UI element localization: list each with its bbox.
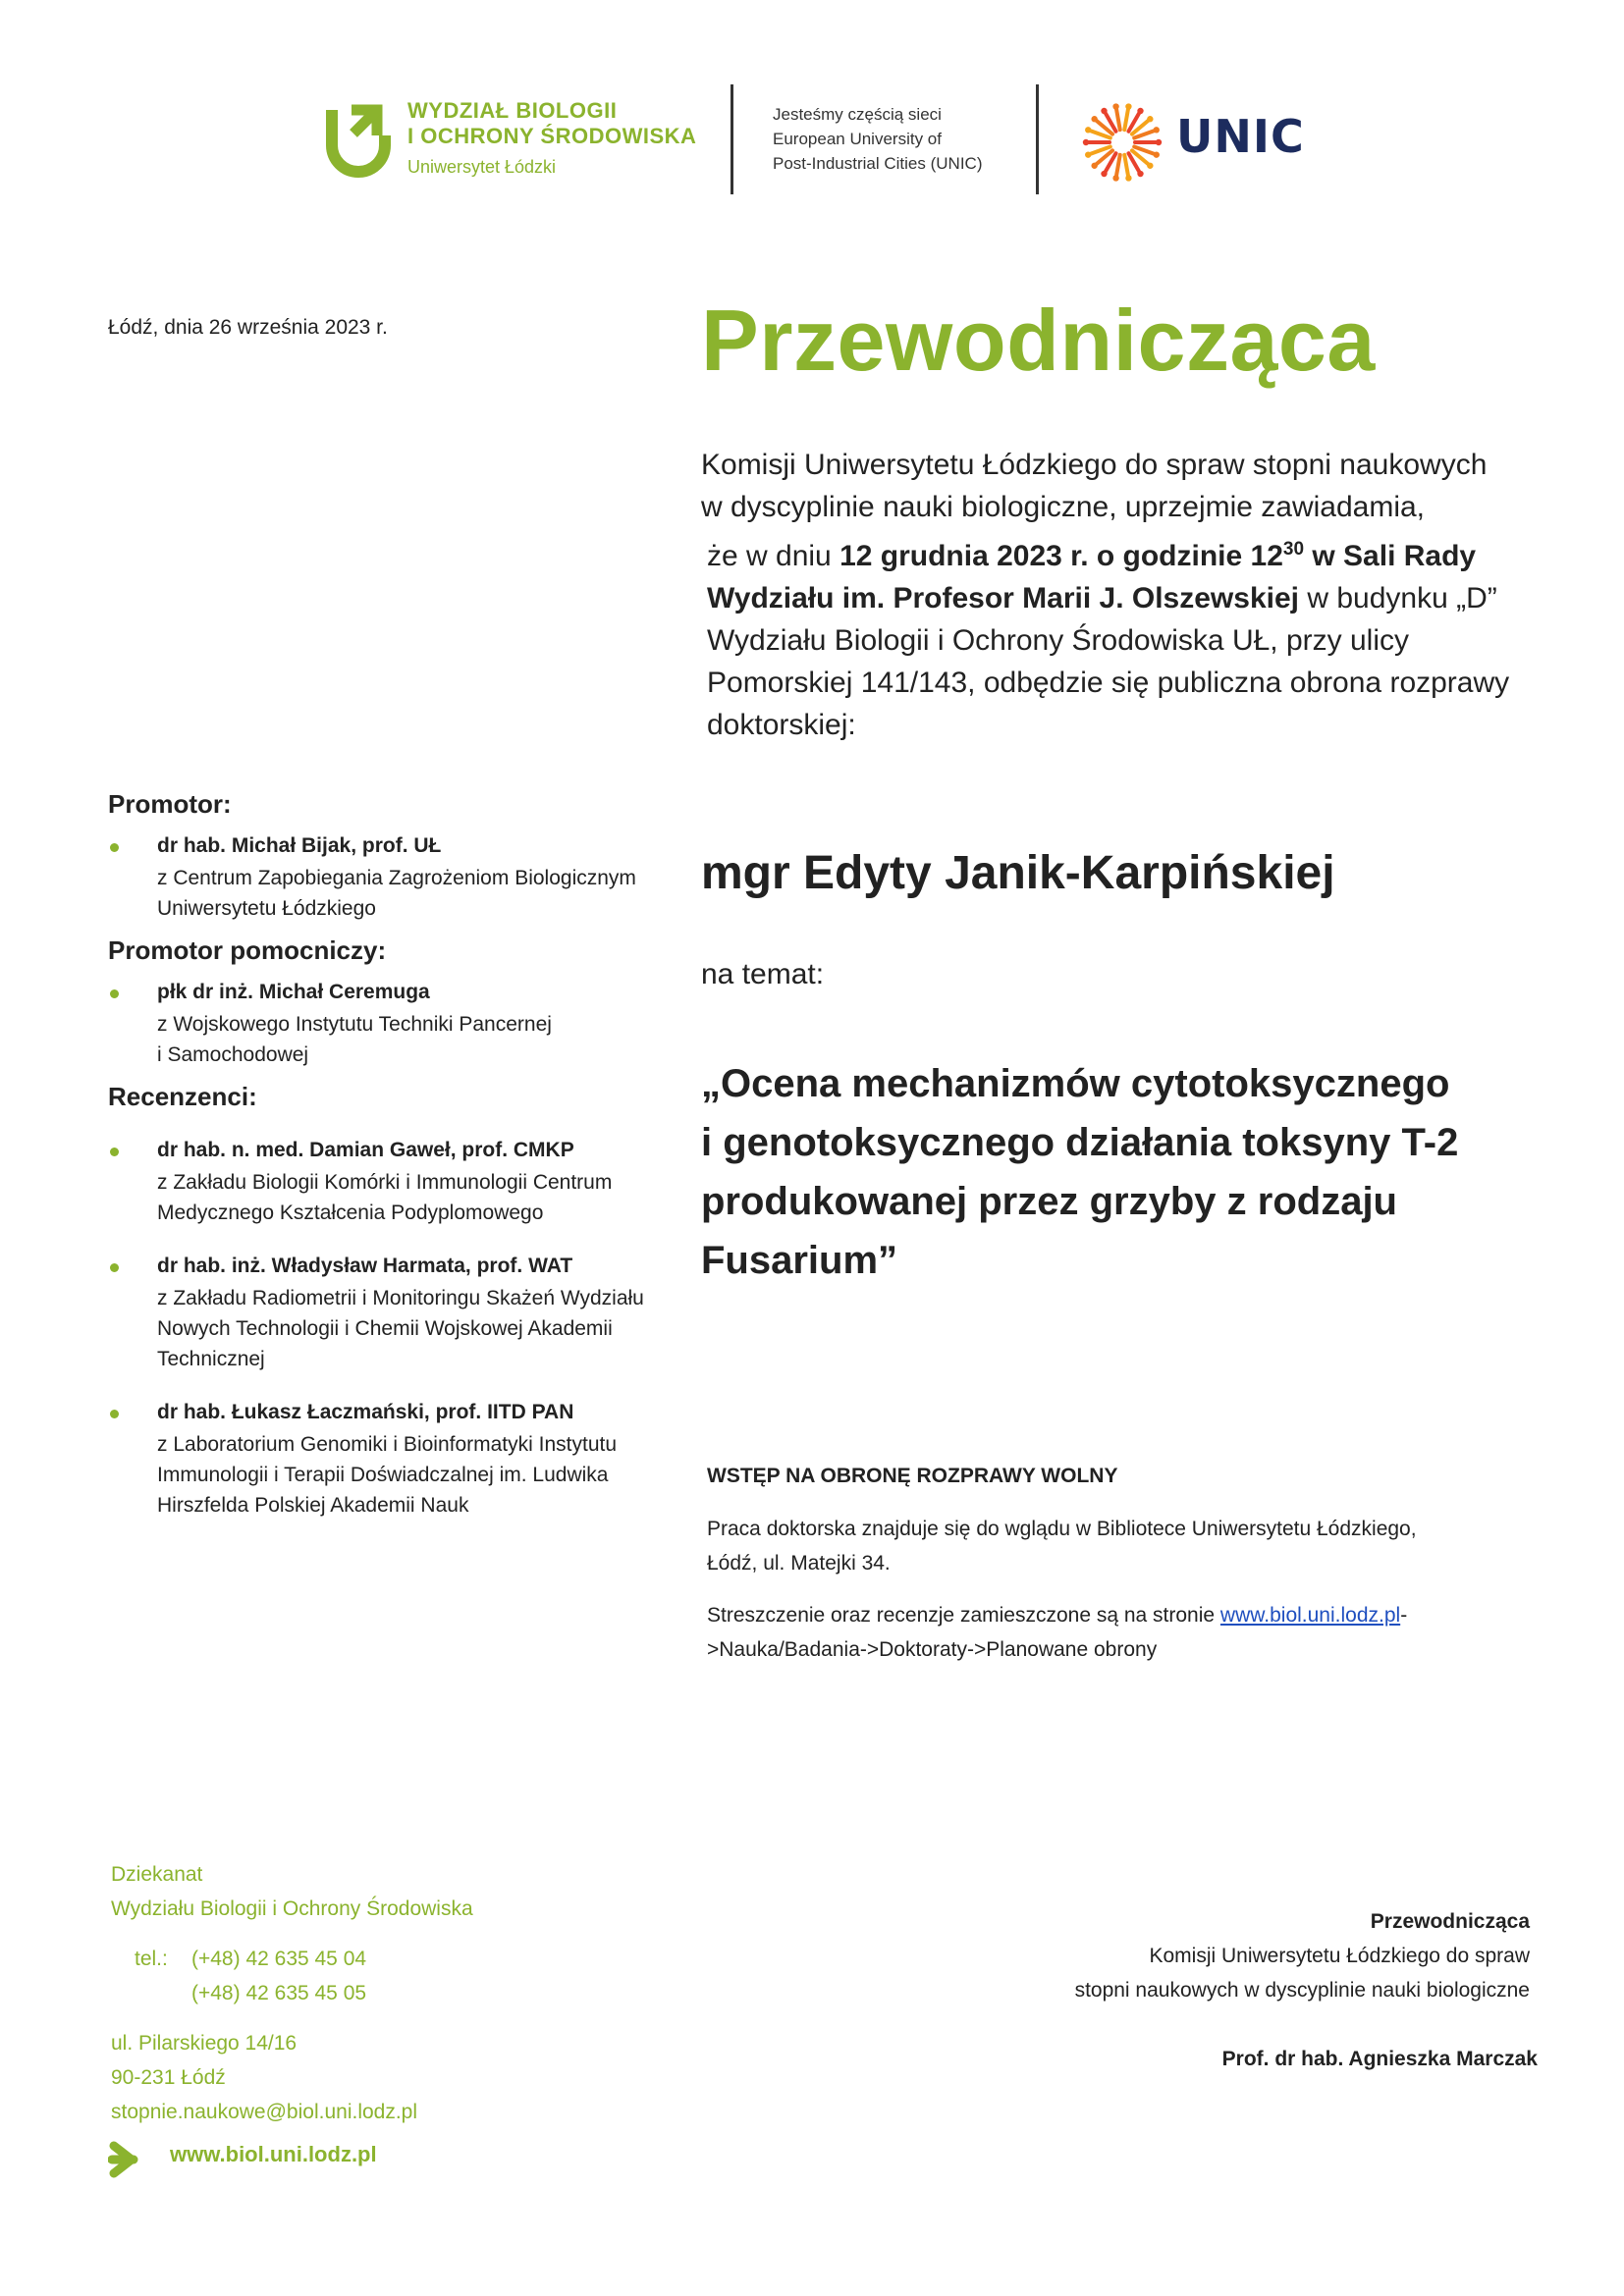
signature-block: Przewodnicząca Komisji Uniwersytetu Łódzkiego do spraw stopni naukowych w dyscyplinie nauki biologiczne Prof. dr hab. Agnieszka Marczak <box>1074 1910 1538 2070</box>
unic-star-icon <box>1082 102 1163 183</box>
promotor-pom-entry: płk dr inż. Michał Ceremuga z Wojskowego Instytutu Techniki Pancernej i Samochodowej <box>108 978 697 1072</box>
summary-note: Streszczenie oraz recenzje zamieszczone są na stronie www.biol.uni.lodz.pl- >Nauka/Badania->Doktoraty->Planowane obrony <box>707 1604 1408 1661</box>
candidate-name: mgr Edyty Janik-Karpińskiej <box>701 847 1335 899</box>
topic-label: na temat: <box>701 958 825 990</box>
phone-block: tel.: (+48) 42 635 45 04 (+48) 42 635 45 05 <box>135 1948 367 2004</box>
free-entry-notice: WSTĘP NA OBRONĘ ROZPRAWY WOLNY <box>707 1465 1118 1487</box>
library-note: Praca doktorska znajduje się do wglądu w Bibliotece Uniwersytetu Łódzkiego, Łódź, ul. Matejki 34. <box>707 1518 1417 1575</box>
faculty-logo-icon <box>322 102 395 179</box>
document-date: Łódź, dnia 26 września 2023 r. <box>108 316 388 339</box>
dean-office: Dziekanat Wydziału Biologii i Ochrony Środowiska <box>111 1863 473 1920</box>
website-link[interactable]: www.biol.uni.lodz.pl <box>170 2142 377 2166</box>
reviewer-entry: dr hab. inż. Władysław Harmata, prof. WAT z Zakładu Radiometrii i Monitoringu Skażeń Wydziału Nowych Technologii i Chemii Wojskowej Akademii Technicznej <box>108 1252 697 1376</box>
reviewers-list <box>108 1136 697 1522</box>
bullet-icon <box>110 989 119 998</box>
unic-logo-text: UNIC <box>1176 110 1305 163</box>
committee-column <box>108 789 697 1544</box>
promotor-pom-heading: Promotor pomocniczy: <box>108 935 387 965</box>
dissertation-title: „Ocena mechanizmów cytotoksycznego i genotoksycznego działania toksyny T-2 produkowanej przez grzyby z rodzaju Fusarium” <box>701 1062 1459 1282</box>
header-divider <box>1036 84 1039 194</box>
header-divider <box>731 84 733 194</box>
bullet-icon <box>110 1148 119 1156</box>
bullet-icon <box>110 1263 119 1272</box>
reviewer-entry: dr hab. Łukasz Łaczmański, prof. IITD PAN z Laboratorium Genomiki i Bioinformatyki Instytutu Immunologii i Terapii Doświadczalnej im. Ludwika Hirszfelda Polskiej Akademii Nauk <box>108 1398 697 1522</box>
address-block: ul. Pilarskiego 14/16 90-231 Łódź stopnie.naukowe@biol.uni.lodz.pl <box>111 2026 417 2129</box>
faculty-logo-text: WYDZIAŁ BIOLOGII I OCHRONY ŚRODOWISKA <box>407 98 697 148</box>
reviewer-entry: dr hab. n. med. Damian Gaweł, prof. CMKP z Zakładu Biologii Komórki i Immunologii Centrum Medycznego Kształcenia Podyplomowego <box>108 1136 697 1230</box>
page-title: Przewodnicząca <box>701 292 1376 389</box>
unic-membership-note: Jesteśmy częścią sieci European University of Post-Industrial Cities (UNIC) <box>773 105 983 173</box>
bullet-icon <box>110 1410 119 1418</box>
university-name: Uniwersytet Łódzki <box>407 157 557 177</box>
bullet-icon <box>110 843 119 852</box>
arrow-right-icon <box>108 2140 145 2179</box>
announcement-intro: Komisji Uniwersytetu Łódzkiego do spraw stopni naukowych w dyscyplinie nauki biologiczne, uprzejmie zawiadamia, że w dniu 12 grudnia 2023 r. o godzinie $12^{30}$ w Sali Rady Wydziału im. Profesor Marii J. Olszewskiej w budynku „D” Wydziału Biologii i Ochrony Środowiska UŁ, przy ulicy Pomorskiej 141/143, odbędzie się publiczna obrona rozprawy doktorskiej: <box>701 449 1510 741</box>
email-link[interactable]: stopnie.naukowe@biol.uni.lodz.pl <box>111 2101 418 2123</box>
reviewers-heading: Recenzenci: <box>108 1082 257 1111</box>
promotor-heading: Promotor: <box>108 789 232 819</box>
promotor-entry: dr hab. Michał Bijak, prof. UŁ z Centrum Zapobiegania Zagrożeniom Biologicznym Uniwersytetu Łódzkiego <box>108 831 697 926</box>
faculty-website-link[interactable]: www.biol.uni.lodz.pl <box>1219 1604 1401 1627</box>
